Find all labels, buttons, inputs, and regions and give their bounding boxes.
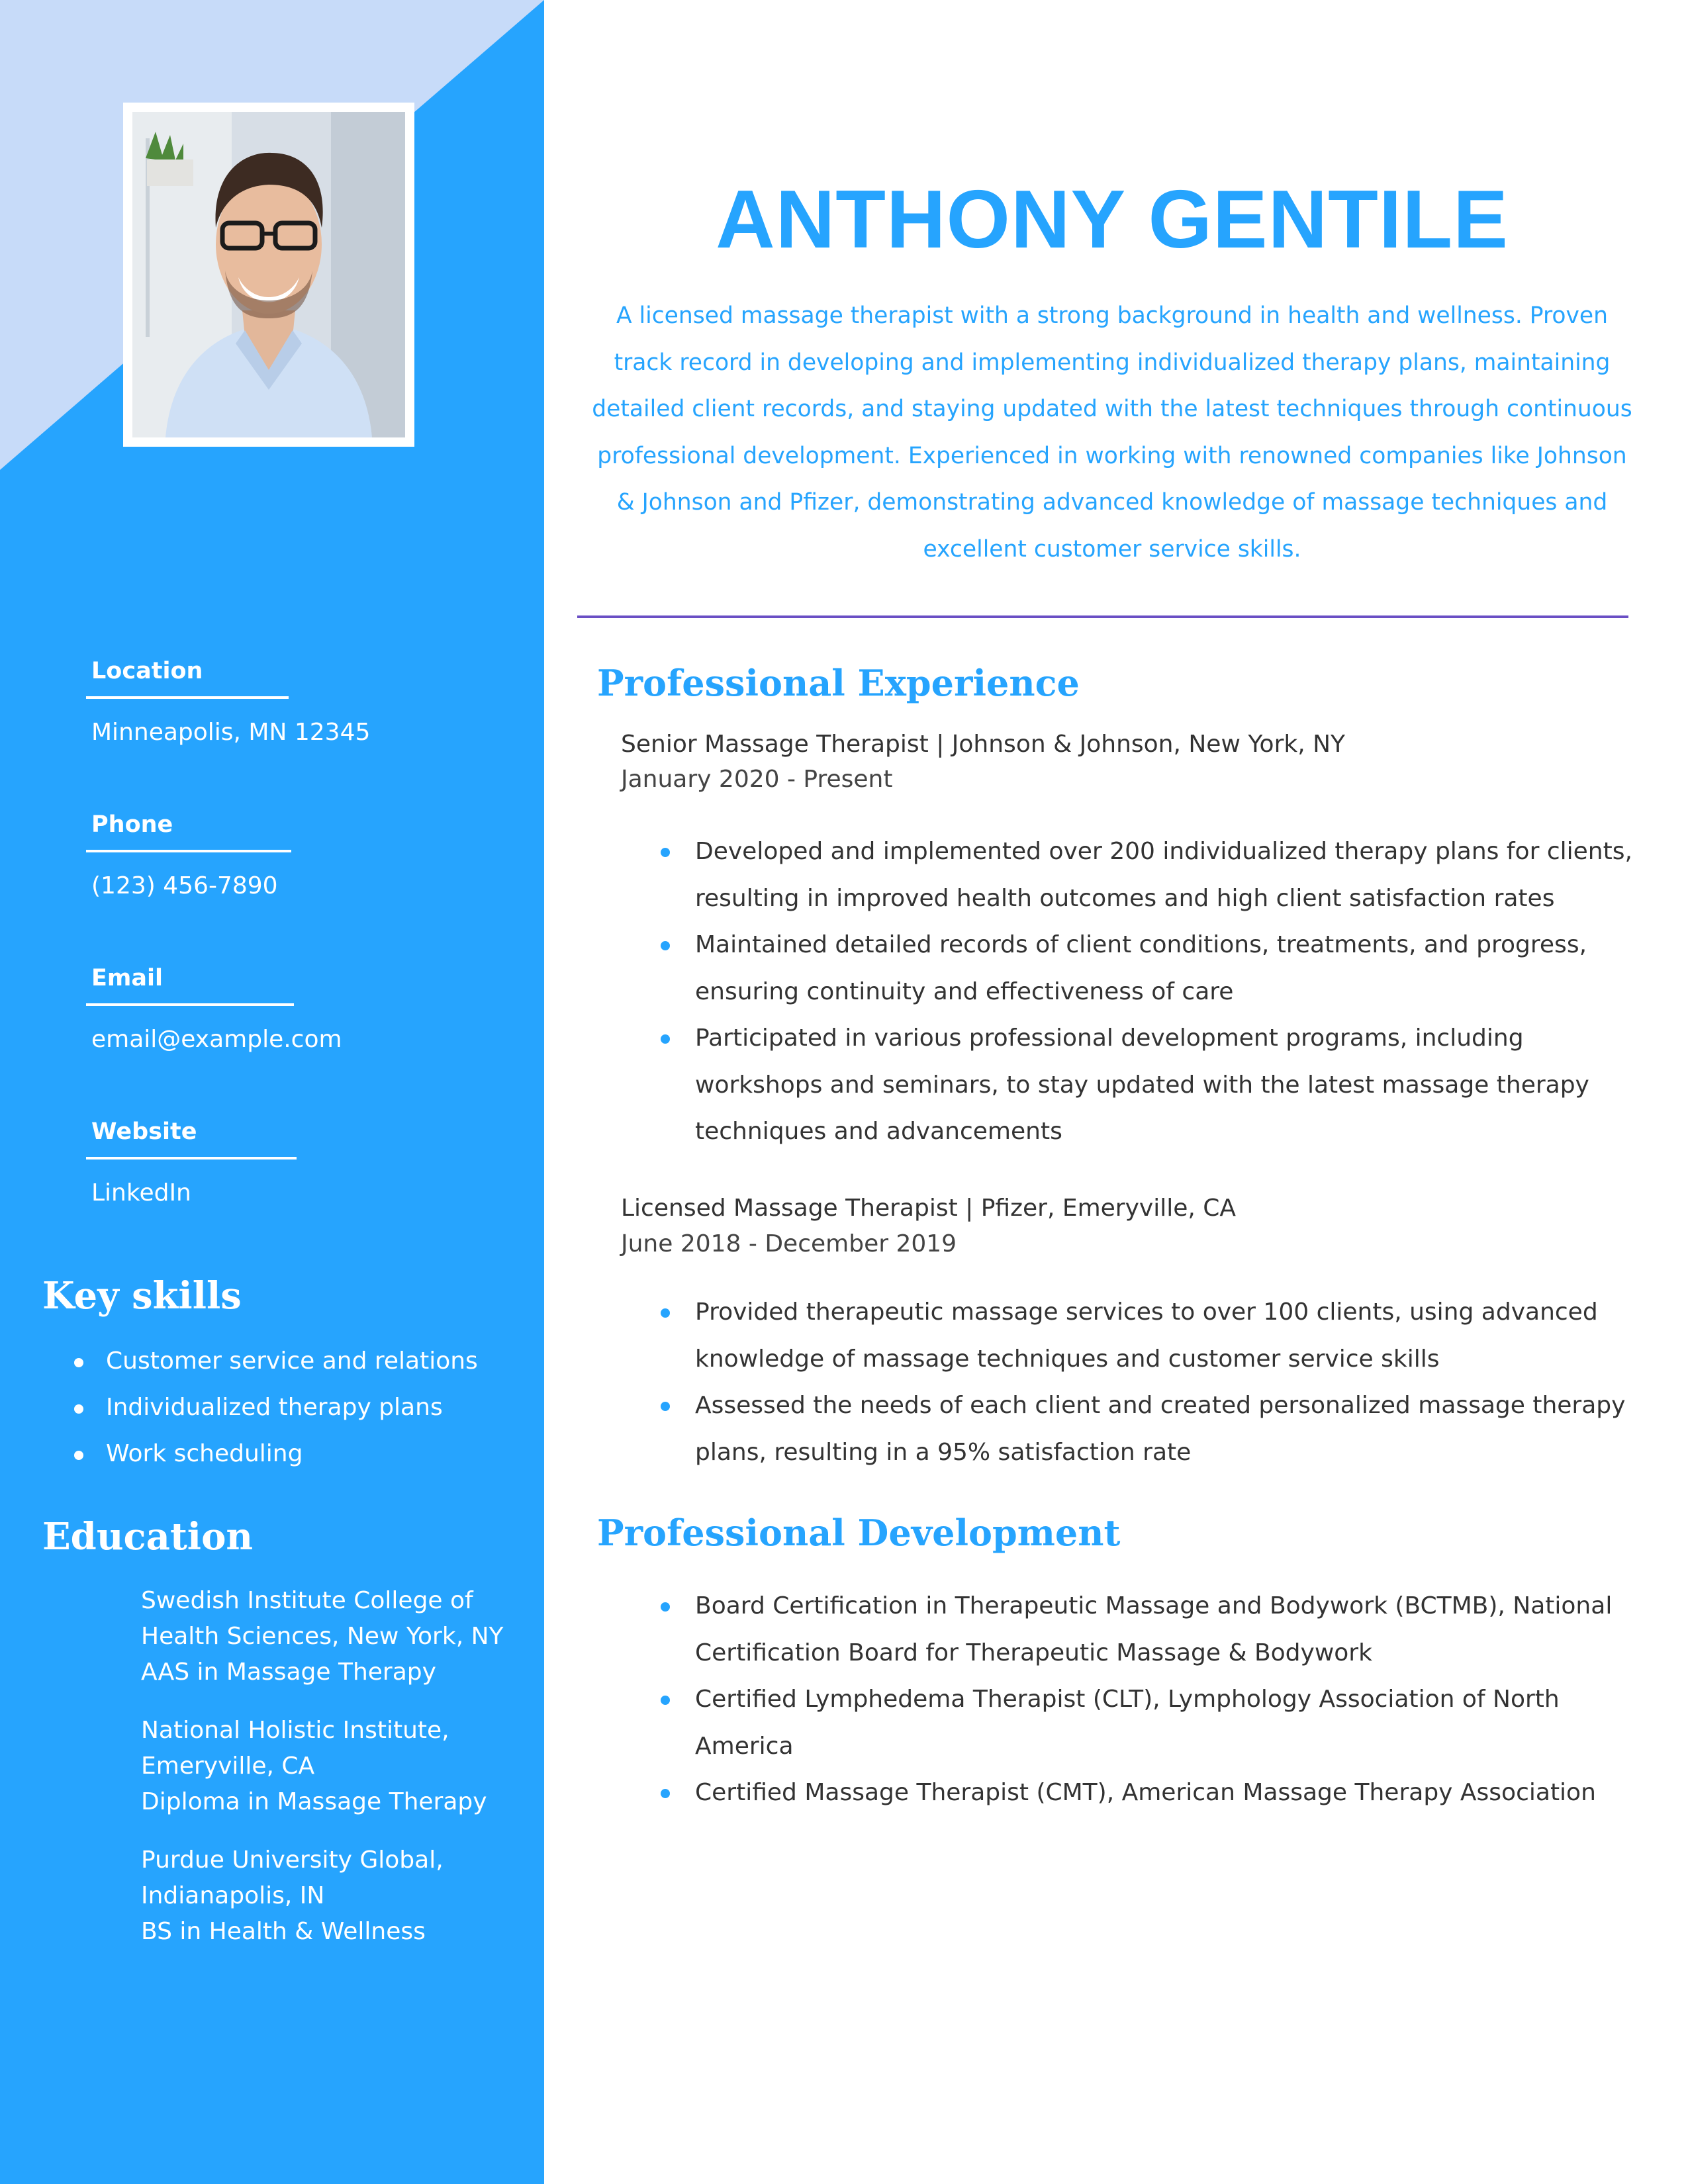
- job-bullet: Maintained detailed records of client conditions, treatments, and progress, ensuring continuity and effectiveness of care: [695, 922, 1635, 1015]
- development-item: Board Certification in Therapeutic Massage and Bodywork (BCTMB), National Certification Board for Therapeutic Massage & Bodywork: [695, 1583, 1635, 1676]
- email-label: Email: [91, 965, 163, 991]
- header-divider: [577, 615, 1628, 618]
- job-bullet: Developed and implemented over 200 individualized therapy plans for clients, resulting in improved health outcomes and high client satisfaction rates: [695, 829, 1635, 922]
- education-degree: BS in Health & Wellness: [141, 1918, 426, 1945]
- education-item: [141, 1843, 504, 1950]
- sidebar: [0, 0, 544, 2184]
- email-underline: [86, 1003, 294, 1006]
- job-dates: June 2018 - December 2019: [621, 1230, 957, 1257]
- candidate-name: ANTHONY GENTILE: [716, 174, 1509, 265]
- location-label: Location: [91, 658, 203, 684]
- contact-website: [91, 1118, 197, 1206]
- contact-email: [91, 965, 342, 1053]
- skills-heading: Key skills: [42, 1274, 242, 1318]
- profile-photo-frame: [123, 103, 414, 447]
- skills-list: [106, 1343, 478, 1482]
- experience-heading: Professional Experience: [597, 662, 1080, 704]
- education-list: [141, 1583, 504, 1972]
- education-item: [141, 1583, 504, 1690]
- job-title: Senior Massage Therapist | Johnson & Johnson, New York, NY: [621, 731, 1346, 758]
- location-underline: [86, 696, 289, 699]
- education-degree: AAS in Massage Therapy: [141, 1659, 436, 1686]
- education-item: [141, 1713, 504, 1820]
- location-value: Minneapolis, MN 12345: [91, 719, 371, 746]
- education-school: National Holistic Institute,: [141, 1717, 449, 1744]
- job-bullet: Assessed the needs of each client and created personalized massage therapy plans, resulting in a 95% satisfaction rate: [695, 1383, 1635, 1476]
- website-link[interactable]: LinkedIn: [91, 1179, 191, 1206]
- development-list: [695, 1583, 1635, 1817]
- skill-item: Individualized therapy plans: [106, 1390, 478, 1436]
- education-degree: Diploma in Massage Therapy: [141, 1788, 487, 1815]
- profile-photo: [132, 112, 405, 437]
- phone-value: (123) 456-7890: [91, 872, 278, 899]
- job-bullet: Participated in various professional development programs, including workshops and seminars, to stay updated with the latest massage therapy techniques and advancements: [695, 1015, 1635, 1156]
- education-school: Swedish Institute College of: [141, 1587, 473, 1614]
- education-location: Emeryville, CA: [141, 1752, 315, 1780]
- education-heading: Education: [42, 1515, 254, 1559]
- skill-item: Customer service and relations: [106, 1343, 478, 1390]
- website-underline: [86, 1157, 297, 1160]
- skill-item: Work scheduling: [106, 1436, 478, 1482]
- phone-underline: [86, 850, 291, 852]
- education-location: Health Sciences, New York, NY: [141, 1623, 504, 1650]
- job-title: Licensed Massage Therapist | Pfizer, Emeryville, CA: [621, 1195, 1237, 1222]
- development-item: Certified Lymphedema Therapist (CLT), Lymphology Association of North America: [695, 1676, 1635, 1770]
- professional-summary: A licensed massage therapist with a strong background in health and wellness. Proven track record in developing and implementing individualized therapy plans, maintaining detailed client records, and staying updated with the latest techniques through continuous professional development. Experienced in working with renowned companies like Johnson & Johnson and Pfizer, demonstrating advanced knowledge of massage techniques and excellent customer service skills.: [592, 302, 1632, 563]
- education-location: Indianapolis, IN: [141, 1882, 325, 1909]
- job-bullet: Provided therapeutic massage services to over 100 clients, using advanced knowledge of massage techniques and customer service skills: [695, 1289, 1635, 1383]
- website-label: Website: [91, 1118, 197, 1145]
- phone-label: Phone: [91, 811, 173, 838]
- education-school: Purdue University Global,: [141, 1846, 444, 1874]
- job-dates: January 2020 - Present: [621, 766, 893, 793]
- contact-phone: [91, 811, 278, 899]
- contact-location: [91, 658, 371, 746]
- email-value[interactable]: email@example.com: [91, 1026, 342, 1053]
- job-bullets: [695, 1289, 1635, 1476]
- development-heading: Professional Development: [597, 1512, 1121, 1554]
- job-bullets: [695, 829, 1635, 1156]
- development-item: Certified Massage Therapist (CMT), American Massage Therapy Association: [695, 1770, 1635, 1817]
